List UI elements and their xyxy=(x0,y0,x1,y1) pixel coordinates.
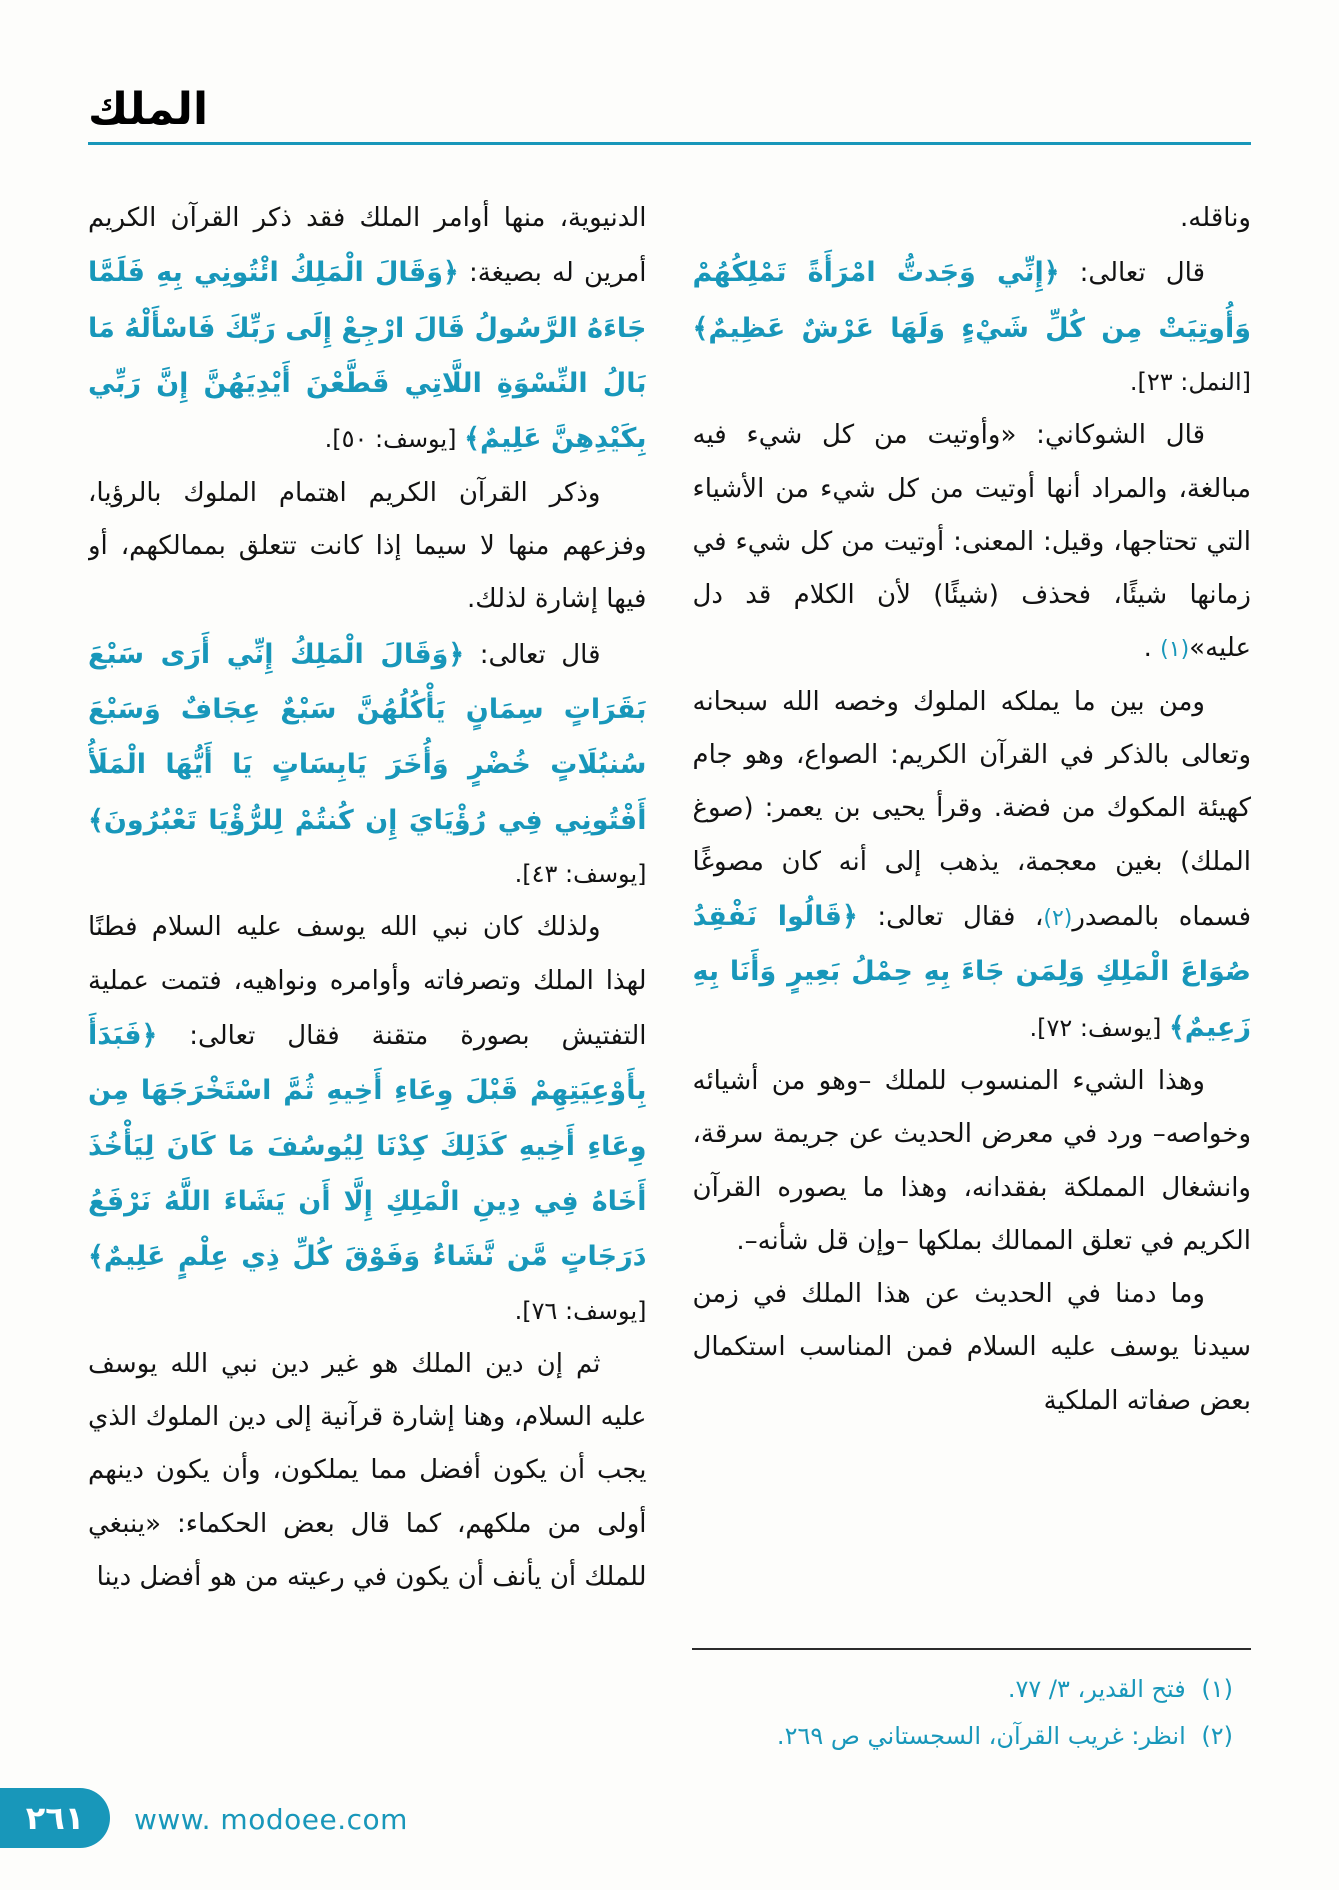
body-text: ومن بين ما يملكه الملوك وخصه الله سبحانه وتعالى بالذكر في القرآن الكريم: الصواع، وهو جام كهيئة المكوك من فضة. وقرأ يحيى بن يعمر: (صوغ الملك) بغين معجمة، يذهب إلى أنه كان مصوغًا فسماه بالمصدر xyxy=(692,686,1251,932)
paragraph xyxy=(88,467,647,627)
paragraph xyxy=(88,901,647,1338)
paragraph xyxy=(693,409,1252,675)
paragraph xyxy=(693,192,1252,245)
body-text: قال الشوكاني: «وأوتيت من كل شيء فيه مبالغة، والمراد أنها أوتيت من كل شيء من الأشياء التي تحتاجها، وقيل: المعنى: أوتيت من كل شيء في زمانها شيئًا، فحذف (شيئًا) لأن الكلام قد دل عليه» xyxy=(692,420,1251,664)
paragraph xyxy=(693,676,1252,1055)
page-number-badge xyxy=(0,1788,110,1848)
verse-reference: [يوسف: ٧٢]. xyxy=(1029,1013,1169,1042)
page-number: ٢٦١ xyxy=(25,1799,85,1837)
quran-verse: ﴿فَبَدَأَ بِأَوْعِيَتِهِمْ قَبْلَ وِعَاءِ أَخِيهِ ثُمَّ اسْتَخْرَجَهَا مِن وِعَاءِ أَخِيهِ كَذَلِكَ كِدْنَا لِيُوسُفَ مَا كَانَ لِيَأْخُذَ أَخَاهُ فِي دِينِ الْمَلِكِ إِلَّا أَن يَشَاءَ اللَّهُ نَرْفَعُ دَرَجَاتٍ مَّن نَّشَاءُ وَفَوْقَ كُلِّ ذِي عِلْمٍ عَلِيمٌ﴾ xyxy=(88,1019,647,1273)
verse-reference: [يوسف: ٥٠]. xyxy=(324,425,465,454)
body-text: وناقله. xyxy=(1180,203,1251,233)
footnotes-block xyxy=(692,1648,1251,1760)
quran-verse: ﴿وَقَالَ الْمَلِكُ ائْتُونِي بِهِ فَلَمَّا جَاءَهُ الرَّسُولُ قَالَ ارْجِعْ إِلَى رَبِّكَ فَاسْأَلْهُ مَا بَالُ النِّسْوَةِ اللَّاتِي قَطَّعْنَ أَيْدِيَهُنَّ إِنَّ رَبِّي بِكَيْدِهِنَّ عَلِيمٌ﴾ xyxy=(88,257,647,455)
page-header xyxy=(88,86,1251,145)
column-left xyxy=(88,192,647,1828)
body-text: قال تعالى: xyxy=(464,639,601,670)
quran-verse: ﴿وَقَالَ الْمَلِكُ إِنِّي أَرَى سَبْعَ بَقَرَاتٍ سِمَانٍ يَأْكُلُهُنَّ سَبْعٌ عِجَافٌ وَسَبْعَ سُنبُلَاتٍ خُضْرٍ وَأُخَرَ يَابِسَاتٍ يَا أَيُّهَا الْمَلَأُ أَفْتُونِي فِي رُؤْيَايَ إِن كُنتُمْ لِلرُّؤْيَا تَعْبُرُونَ﴾ xyxy=(88,638,647,836)
body-text: ثم إن دين الملك هو غير دين نبي الله يوسف عليه السلام، وهنا إشارة قرآنية إلى دين الملوك الذي يجب أن يكون أفضل مما يملكون، وأن يكون دينهم أولى من ملكهم، كما قال بعض الحكماء: «ينبغي للملك أن يأنف أن يكون في رعيته من هو أفضل دينا xyxy=(88,1348,647,1593)
footnote-marker-inline: (٢) xyxy=(1043,905,1073,931)
body-text: الدنيوية، منها أوامر الملك فقد ذكر القرآن الكريم أمرين له بصيغة: xyxy=(88,203,647,289)
footnote xyxy=(692,1666,1251,1713)
body-text: ، فقال تعالى: xyxy=(857,901,1044,932)
body-text: وهذا الشيء المنسوب للملك –وهو من أشيائه وخواصه– ورد في معرض الحديث عن جريمة سرقة، وانشغال المملكة بفقدانه، وهذا ما يصوره القرآن الكريم في تعلق الممالك بملكها –وإن قل شأنه–. xyxy=(692,1065,1251,1256)
verse-reference: [النمل: ٢٣]. xyxy=(1129,367,1251,396)
footnote-number: (٢) xyxy=(1201,1721,1233,1750)
paragraph xyxy=(693,1055,1252,1268)
body-text: ولذلك كان نبي الله يوسف عليه السلام فطنًا لهذا الملك وتصرفاته وأوامره ونواهيه، فتمت عملية التفتيش بصورة متقنة فقال تعالى: xyxy=(88,912,647,1051)
footnote-text: انظر: غريب القرآن، السجستاني ص ٢٦٩. xyxy=(776,1721,1194,1750)
footnote-marker-inline: (١) xyxy=(1160,637,1190,663)
verse-reference: [يوسف: ٧٦]. xyxy=(514,1296,647,1325)
body-text: قال تعالى: xyxy=(1059,258,1206,289)
footnote-text: فتح القدير، ٣/ ٧٧. xyxy=(1007,1675,1194,1703)
page-title: الملك xyxy=(88,84,209,135)
footnote xyxy=(692,1713,1251,1760)
body-text: . xyxy=(1143,633,1161,664)
header-rule xyxy=(88,142,1251,145)
paragraph xyxy=(693,245,1252,409)
verse-reference: [يوسف: ٤٣]. xyxy=(514,859,647,888)
body-text: وما دمنا في الحديث عن هذا الملك في زمن سيدنا يوسف عليه السلام فمن المناسب استكمال بعض صفاته الملكية xyxy=(692,1279,1251,1416)
paragraph xyxy=(88,627,647,902)
website-url: www. modoee.com xyxy=(134,1803,408,1836)
footnote-number: (١) xyxy=(1201,1675,1233,1703)
footnote-list xyxy=(692,1666,1251,1760)
paragraph xyxy=(693,1268,1252,1428)
column-right xyxy=(693,192,1252,1632)
quran-verse: ﴿قَالُوا نَفْقِدُ صُوَاعَ الْمَلِكِ وَلِمَن جَاءَ بِهِ حِمْلُ بَعِيرٍ وَأَنَا بِهِ زَعِيمٌ﴾ xyxy=(692,900,1251,1043)
body-text: وذكر القرآن الكريم اهتمام الملوك بالرؤيا، وفزعهم منها لا سيما إذا كانت تتعلق بممالكهم، أو فيها إشارة لذلك. xyxy=(88,477,647,615)
content-columns xyxy=(88,192,1251,1828)
paragraph xyxy=(88,1338,647,1604)
paragraph xyxy=(88,192,647,467)
quran-verse: ﴿إِنِّي وَجَدتُّ امْرَأَةً تَمْلِكُهُمْ وَأُوتِيَتْ مِن كُلِّ شَيْءٍ وَلَهَا عَرْشٌ عَظِيمٌ﴾ xyxy=(692,257,1251,344)
